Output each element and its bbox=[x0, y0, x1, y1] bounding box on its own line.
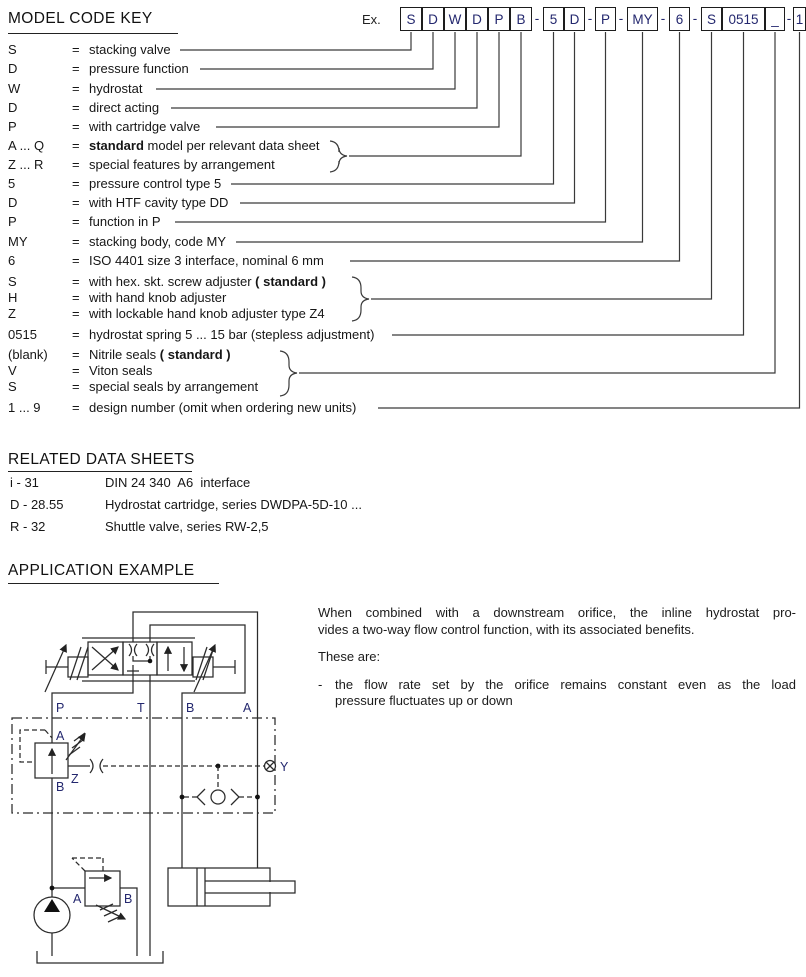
key-row bbox=[8, 401, 356, 415]
key-row bbox=[8, 158, 275, 172]
equals-sign: = bbox=[72, 253, 80, 268]
example-label: Ex. bbox=[362, 12, 381, 27]
key-row bbox=[8, 291, 226, 305]
port-y-label: Y bbox=[280, 760, 289, 774]
desc-bold: ( standard ) bbox=[159, 347, 231, 362]
desc-text: hydrostat bbox=[89, 81, 143, 96]
key-desc bbox=[89, 327, 374, 342]
desc-text: with hand knob adjuster bbox=[89, 290, 227, 305]
key-code: P bbox=[8, 214, 17, 229]
vent-port-symbol bbox=[265, 761, 276, 772]
key-code: D bbox=[8, 195, 18, 210]
key-row bbox=[8, 328, 374, 342]
desc-text: special features by arrangement bbox=[89, 157, 275, 172]
key-row bbox=[8, 307, 325, 321]
equals-sign: = bbox=[72, 61, 80, 76]
key-row bbox=[8, 82, 142, 96]
desc-text: function in P bbox=[89, 214, 161, 229]
relief-a-label: A bbox=[73, 892, 82, 906]
manifold-block bbox=[12, 718, 275, 813]
model-code-box: MY bbox=[627, 7, 658, 31]
key-desc bbox=[89, 379, 258, 394]
pipe-lines bbox=[50, 612, 258, 956]
key-code: H bbox=[8, 290, 18, 305]
equals-sign: = bbox=[72, 100, 80, 115]
equals-sign: = bbox=[72, 42, 80, 57]
box-separator: - bbox=[534, 11, 540, 26]
key-desc bbox=[89, 214, 161, 229]
equals-sign: = bbox=[72, 195, 80, 210]
desc-text: pressure function bbox=[89, 61, 189, 76]
application-example-heading: APPLICATION EXAMPLE bbox=[8, 562, 195, 579]
brace bbox=[280, 351, 297, 396]
pump bbox=[34, 897, 70, 933]
box-separator: - bbox=[618, 11, 624, 26]
heading-underline bbox=[8, 33, 178, 34]
key-code: S bbox=[8, 274, 17, 289]
key-code: S bbox=[8, 42, 17, 57]
key-row bbox=[8, 120, 200, 134]
desc-text: special seals by arrangement bbox=[89, 379, 259, 394]
key-desc bbox=[89, 253, 324, 268]
equals-sign: = bbox=[72, 379, 80, 394]
key-code: D bbox=[8, 61, 18, 76]
key-desc bbox=[89, 306, 325, 321]
desc-text: stacking body, code MY bbox=[89, 234, 227, 249]
model-code-box: 6 bbox=[669, 7, 690, 31]
key-desc bbox=[89, 363, 152, 378]
equals-sign: = bbox=[72, 214, 80, 229]
key-row bbox=[8, 215, 161, 229]
box-separator: - bbox=[692, 11, 698, 26]
model-code-box: 0515 bbox=[722, 7, 765, 31]
key-desc bbox=[89, 274, 326, 289]
hydrostat-a-label: A bbox=[56, 729, 65, 743]
key-desc bbox=[89, 195, 228, 210]
sheet-desc: Hydrostat cartridge, series DWDPA-5D-10 ... bbox=[105, 497, 362, 512]
model-code-box: _ bbox=[765, 7, 785, 31]
data-sheet-row bbox=[10, 519, 269, 534]
equals-sign: = bbox=[72, 234, 80, 249]
key-code: 5 bbox=[8, 176, 16, 191]
key-desc bbox=[89, 42, 171, 57]
sheet-desc: DIN 24 340 A6 interface bbox=[105, 475, 251, 490]
key-code: MY bbox=[8, 234, 28, 249]
box-separator: - bbox=[587, 11, 593, 26]
port-a-label: A bbox=[243, 701, 252, 715]
paragraph-line: vides a two-way flow control function, with its associated benefits. bbox=[318, 622, 695, 637]
sheet-code: R - 32 bbox=[10, 519, 46, 534]
model-code-box: B bbox=[510, 7, 532, 31]
key-desc bbox=[89, 400, 356, 415]
heading-underline bbox=[8, 583, 219, 584]
key-row bbox=[8, 43, 171, 57]
brace bbox=[352, 277, 369, 321]
model-code-box: 5 bbox=[543, 7, 564, 31]
key-desc bbox=[89, 157, 275, 172]
key-row bbox=[8, 348, 231, 362]
key-code: V bbox=[8, 363, 17, 378]
desc-text: direct acting bbox=[89, 100, 160, 115]
related-data-sheets-heading: RELATED DATA SHEETS bbox=[8, 451, 195, 468]
port-z-label: Z bbox=[71, 772, 79, 786]
tank bbox=[37, 951, 163, 963]
model-code-box: S bbox=[400, 7, 422, 31]
key-desc bbox=[89, 61, 189, 76]
key-desc bbox=[89, 290, 226, 305]
desc-text: with HTF cavity type DD bbox=[89, 195, 229, 210]
equals-sign: = bbox=[72, 176, 80, 191]
key-code: A ... Q bbox=[8, 138, 45, 153]
pilot-line bbox=[20, 730, 52, 762]
model-code-box: S bbox=[701, 7, 722, 31]
load-sense-line bbox=[103, 764, 264, 790]
desc-text: ISO 4401 size 3 interface, nominal 6 mm bbox=[89, 253, 324, 268]
equals-sign: = bbox=[72, 138, 80, 153]
key-desc bbox=[89, 234, 226, 249]
adjustable-spring bbox=[96, 904, 125, 922]
brace bbox=[330, 141, 347, 172]
box-separator: - bbox=[660, 11, 666, 26]
equals-sign: = bbox=[72, 119, 80, 134]
key-row bbox=[8, 62, 189, 76]
key-row bbox=[8, 380, 258, 394]
data-sheet-row bbox=[10, 497, 362, 512]
bullet-dash: - bbox=[318, 677, 323, 692]
desc-text: with cartridge valve bbox=[89, 119, 201, 134]
key-code: D bbox=[8, 100, 18, 115]
bullet-line: pressure fluctuates up or down bbox=[335, 693, 513, 708]
key-code: Z ... R bbox=[8, 157, 44, 172]
port-t-label: T bbox=[137, 701, 145, 715]
pilot-line bbox=[72, 858, 103, 871]
hydrostat-b-label: B bbox=[56, 780, 65, 794]
bullet-text: the flow rate set by the orifice remains constant even as the load bbox=[335, 677, 796, 692]
adjustable-spring bbox=[66, 733, 85, 760]
key-row bbox=[8, 196, 228, 210]
key-code: Z bbox=[8, 306, 16, 321]
directional-valve bbox=[45, 638, 235, 692]
key-code: 1 ... 9 bbox=[8, 400, 41, 415]
sheet-code: i - 31 bbox=[10, 475, 39, 490]
equals-sign: = bbox=[72, 290, 80, 305]
key-code: W bbox=[8, 81, 21, 96]
equals-sign: = bbox=[72, 347, 80, 362]
model-code-box: W bbox=[444, 7, 466, 31]
key-row bbox=[8, 139, 320, 153]
key-code: (blank) bbox=[8, 347, 48, 362]
right-solenoid bbox=[193, 645, 235, 692]
model-code-box: D bbox=[422, 7, 444, 31]
key-desc bbox=[89, 81, 142, 96]
equals-sign: = bbox=[72, 81, 80, 96]
paragraph-intro: These are: bbox=[318, 649, 381, 664]
key-row bbox=[8, 101, 159, 115]
key-desc bbox=[89, 138, 320, 153]
equals-sign: = bbox=[72, 400, 80, 415]
key-row bbox=[8, 254, 324, 268]
key-code: P bbox=[8, 119, 17, 134]
equals-sign: = bbox=[72, 327, 80, 342]
key-row bbox=[8, 235, 226, 249]
key-row bbox=[8, 177, 221, 191]
port-labels bbox=[56, 701, 289, 906]
key-code: 6 bbox=[8, 253, 16, 268]
hydrostat-valve bbox=[20, 730, 103, 778]
cylinder bbox=[168, 868, 295, 906]
model-code-box: D bbox=[564, 7, 585, 31]
model-code-key-heading: MODEL CODE KEY bbox=[8, 10, 153, 27]
model-code-box: P bbox=[595, 7, 616, 31]
sheet-desc: Shuttle valve, series RW-2,5 bbox=[105, 519, 269, 534]
model-code-box: P bbox=[488, 7, 510, 31]
left-solenoid bbox=[45, 645, 88, 692]
equals-sign: = bbox=[72, 306, 80, 321]
desc-text: design number (omit when ordering new units) bbox=[89, 400, 357, 415]
model-code-box: 1 bbox=[793, 7, 806, 31]
model-code-box: D bbox=[466, 7, 488, 31]
desc-text: with lockable hand knob adjuster type Z4 bbox=[89, 306, 325, 321]
key-desc bbox=[89, 176, 221, 191]
equals-sign: = bbox=[72, 157, 80, 172]
desc-text: pressure control type 5 bbox=[89, 176, 222, 191]
key-code: 0515 bbox=[8, 327, 37, 342]
equals-sign: = bbox=[72, 274, 80, 289]
desc-text: with hex. skt. screw adjuster bbox=[89, 274, 256, 289]
relief-b-label: B bbox=[124, 892, 133, 906]
sheet-code: D - 28.55 bbox=[10, 497, 64, 512]
port-p-label: P bbox=[56, 701, 65, 715]
desc-bold: ( standard ) bbox=[255, 274, 326, 289]
key-row bbox=[8, 364, 152, 378]
bullet-line bbox=[318, 677, 796, 692]
desc-text: Nitrile seals bbox=[89, 347, 160, 362]
desc-bold: standard bbox=[89, 138, 144, 153]
paragraph-line: When combined with a downstream orifice, the inline hydrostat pro- bbox=[318, 605, 796, 620]
key-desc bbox=[89, 119, 200, 134]
shuttle-valve bbox=[180, 789, 260, 805]
data-sheet-row bbox=[10, 475, 250, 490]
orifice-symbol bbox=[90, 759, 103, 773]
key-row bbox=[8, 275, 326, 289]
relief-valve bbox=[72, 858, 125, 922]
desc-text: Viton seals bbox=[89, 363, 153, 378]
box-separator: - bbox=[786, 11, 792, 26]
desc-post: model per relevant data sheet bbox=[143, 138, 320, 153]
desc-text: hydrostat spring 5 ... 15 bar (stepless adjustment) bbox=[89, 327, 375, 342]
heading-underline bbox=[8, 471, 192, 472]
key-desc bbox=[89, 100, 159, 115]
key-code: S bbox=[8, 379, 17, 394]
port-b-label: B bbox=[186, 701, 195, 715]
equals-sign: = bbox=[72, 363, 80, 378]
desc-text: stacking valve bbox=[89, 42, 171, 57]
key-desc bbox=[89, 347, 231, 362]
